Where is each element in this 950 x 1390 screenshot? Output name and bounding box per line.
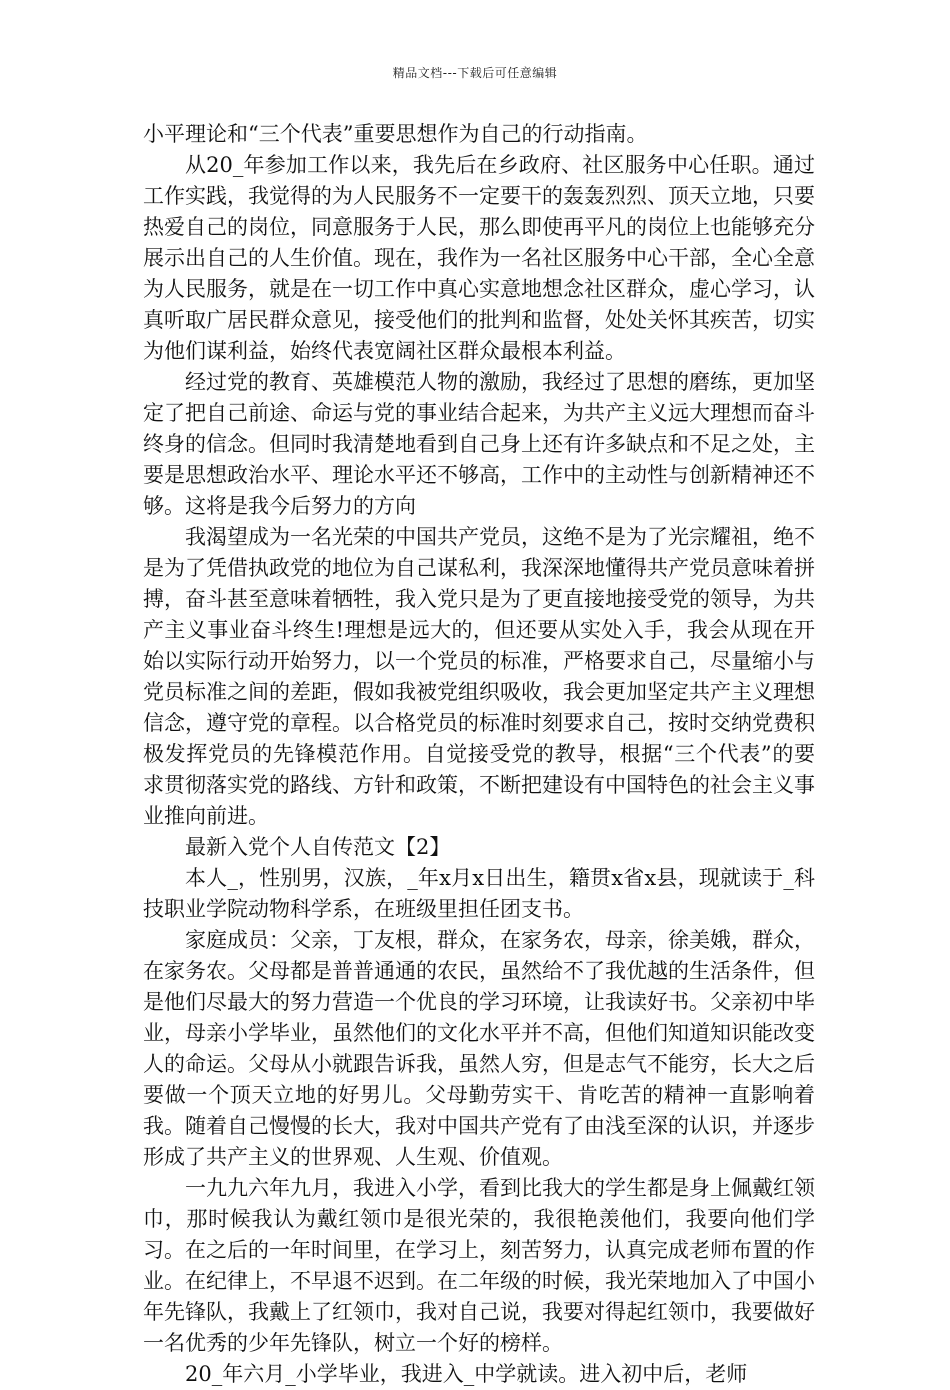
document-body <box>143 119 815 1390</box>
paragraph: 一九九六年九月，我进入小学，看到比我大的学生都是身上佩戴红领巾，那时候我认为戴红领巾是很光荣的，我很艳羡他们，我要向他们学习。在之后的一年时间里，在学习上，刻苦努力，认真完成老师布置的作业。在纪律上，不早退不迟到。在二年级的时候，我光荣地加入了中国小年先锋队，我戴上了红领巾，我对自己说，我要对得起红领巾，我要做好一名优秀的少年先锋队，树立一个好的榜样。 <box>143 1176 815 1355</box>
section-heading: 最新入党个人自传范文【2】 <box>185 835 451 859</box>
page-header: 精品文档---下载后可任意编辑 <box>392 66 558 80</box>
paragraph: 20_年六月_小学毕业，我进入_中学就读。进入初中后，老师 <box>185 1362 748 1386</box>
paragraph: 本人_，性别男，汉族，_年x月x日出生，籍贯x省x县，现就读于_科技职业学院动物科学系，在班级里担任团支书。 <box>143 866 815 921</box>
paragraph: 我渴望成为一名光荣的中国共产党员，这绝不是为了光宗耀祖，绝不是为了凭借执政党的地位为自己谋私利，我深深地懂得共产党员意味着拼搏，奋斗甚至意味着牺牲，我入党只是为了更直接地接受党的领导，为共产主义事业奋斗终生!理想是远大的，但还要从实处入手，我会从现在开始以实际行动开始努力，以一个党员的标准，严格要求自己，尽量缩小与党员标准之间的差距，假如我被党组织吸收，我会更加坚定共产主义理想信念，遵守党的章程。以合格党员的标准时刻要求自己，按时交纳党费积极发挥党员的先锋模范作用。自觉接受党的教导，根据“三个代表”的要求贯彻落实党的路线、方针和政策，不断把建设有中国特色的社会主义事业推向前进。 <box>143 525 815 828</box>
paragraph: 从20_年参加工作以来，我先后在乡政府、社区服务中心任职。通过工作实践，我觉得的为人民服务不一定要干的轰轰烈烈、顶天立地，只要热爱自己的岗位，同意服务于人民，那么即使再平凡的岗位上也能够充分展示出自己的人生价值。现在，我作为一名社区服务中心干部，全心全意为人民服务，就是在一切工作中真心实意地想念社区群众，虚心学习，认真听取广居民群众意见，接受他们的批判和监督，处处关怀其疾苦，切实为他们谋利益，始终代表宽阔社区群众最根本利益。 <box>143 153 815 363</box>
paragraph: 小平理论和“三个代表”重要思想作为自己的行动指南。 <box>143 122 648 146</box>
paragraph: 家庭成员：父亲，丁友根，群众，在家务农，母亲，徐美娥，群众，在家务农。父母都是普普通通的农民，虽然给不了我优越的生活条件，但是他们尽最大的努力营造一个优良的学习环境，让我读好书。父亲初中毕业，母亲小学毕业，虽然他们的文化水平并不高，但他们知道知识能改变人的命运。父母从小就跟告诉我，虽然人穷，但是志气不能穷，长大之后要做一个顶天立地的好男儿。父母勤劳实干、肯吃苦的精神一直影响着我。随着自己慢慢的长大，我对中国共产党有了由浅至深的认识，并逐步形成了共产主义的世界观、人生观、价值观。 <box>143 928 815 1169</box>
paragraph: 经过党的教育、英雄模范人物的激励，我经过了思想的磨练，更加坚定了把自己前途、命运与党的事业结合起来，为共产主义远大理想而奋斗终身的信念。但同时我清楚地看到自己身上还有许多缺点和不足之处，主要是思想政治水平、理论水平还不够高，工作中的主动性与创新精神还不够。这将是我今后努力的方向 <box>143 370 815 518</box>
